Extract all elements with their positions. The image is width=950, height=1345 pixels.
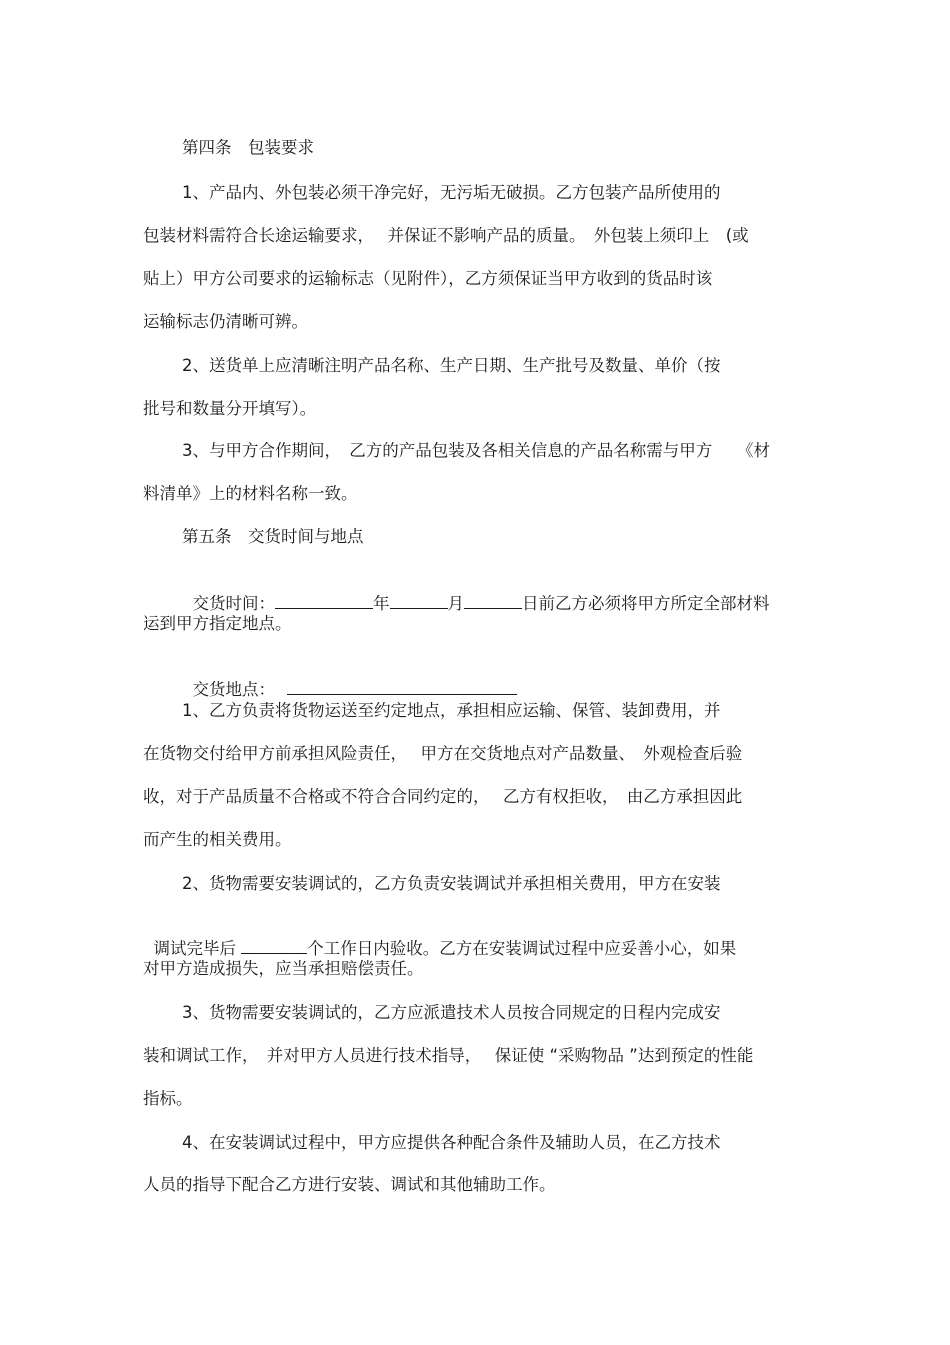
article-4-title: 第四条 包装要求: [182, 138, 314, 157]
acceptance-days-prefix: 调试完毕后: [153, 939, 242, 958]
acceptance-days-blank: [241, 937, 307, 954]
article-4-item-1-line-4: 运输标志仍清晰可辨。: [143, 312, 308, 331]
delivery-time-line-2: 运到甲方指定地点。: [143, 614, 292, 633]
article-4-item-1-line-2: 包装材料需符合长途运输要求， 并保证不影响产品的质量。 外包装上须印上 (或: [143, 226, 749, 245]
delivery-place-blank: [287, 678, 517, 695]
delivery-day-blank: [464, 592, 522, 609]
article-4-item-3-line-2: 料清单》上的材料名称一致。: [143, 484, 358, 503]
article-5-item-2-line-2: [143, 915, 737, 958]
article-5-item-4-line-1: 4、在安装调试过程中，甲方应提供各种配合条件及辅助人员，在乙方技术: [182, 1133, 721, 1152]
article-5-item-3-line-2: 装和调试工作， 并对甲方人员进行技术指导， 保证使 “采购物品 ”达到预定的性能: [143, 1046, 754, 1065]
article-5-item-3-line-3: 指标。: [143, 1089, 193, 1108]
article-5-title: 第五条 交货时间与地点: [182, 527, 364, 546]
article-5-item-1-line-1: 1、乙方负责将货物运送至约定地点，承担相应运输、保管、装卸费用，并: [182, 701, 721, 720]
article-5-item-1-line-2: 在货物交付给甲方前承担风险责任， 甲方在交货地点对产品数量、 外观检查后验: [143, 744, 743, 763]
article-4-item-3-line-1: 3、与甲方合作期间， 乙方的产品包装及各相关信息的产品名称需与甲方 《材: [182, 441, 770, 460]
article-5-item-2-line-1: 2、货物需要安装调试的，乙方负责安装调试并承担相关费用，甲方在安装: [182, 874, 721, 893]
article-5-item-3-line-1: 3、货物需要安装调试的，乙方应派遣技术人员按合同规定的日程内完成安: [182, 1003, 721, 1022]
article-4-item-1-line-3: 贴上）甲方公司要求的运输标志（见附件），乙方须保证当甲方收到的货品时该: [143, 269, 713, 288]
delivery-time-label: 交货时间：: [192, 594, 275, 613]
article-5-item-1-line-3: 收，对于产品质量不合格或不符合合同约定的， 乙方有权拒收， 由乙方承担因此: [143, 787, 743, 806]
delivery-year-blank: [275, 592, 373, 609]
acceptance-days-suffix: 个工作日内验收。乙方在安装调试过程中应妥善小心，如果: [307, 939, 737, 958]
delivery-place-label: 交货地点：: [192, 680, 275, 699]
article-5-item-4-line-2: 人员的指导下配合乙方进行安装、调试和其他辅助工作。: [143, 1175, 556, 1194]
delivery-time-rest: 日前乙方必须将甲方所定全部材料: [522, 594, 770, 613]
article-5-item-1-line-4: 而产生的相关费用。: [143, 830, 292, 849]
article-4-item-2-line-2: 批号和数量分开填写）。: [143, 399, 317, 418]
month-label: 月: [447, 594, 464, 613]
article-4-item-1-line-1: 1、产品内、外包装必须干净完好，无污垢无破损。乙方包装产品所使用的: [182, 183, 721, 202]
article-4-item-2-line-1: 2、送货单上应清晰注明产品名称、生产日期、生产批号及数量、单价（按: [182, 356, 721, 375]
year-label: 年: [373, 594, 390, 613]
delivery-time-line: [182, 570, 770, 613]
article-5-item-2-line-3: 对甲方造成损失，应当承担赔偿责任。: [143, 959, 424, 978]
delivery-month-blank: [390, 592, 448, 609]
delivery-place-line: [182, 656, 517, 699]
